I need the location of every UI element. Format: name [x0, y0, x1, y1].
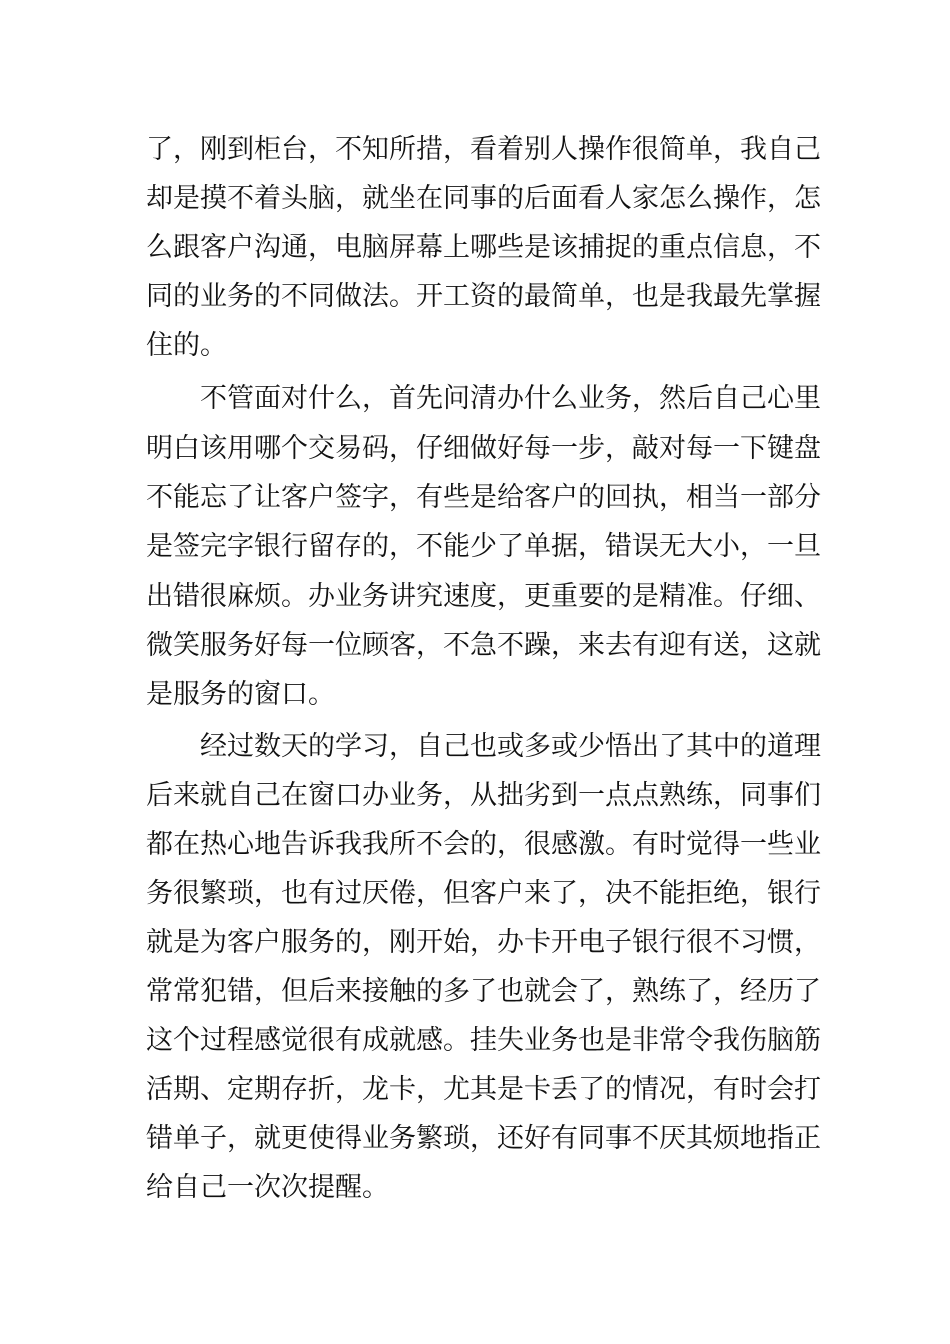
paragraph-2-line-3: 不能忘了让客户签字，有些是给客户的回执，相当一部分 [146, 482, 821, 513]
paragraph-3-line-5: 就是为客户服务的，刚开始，办卡开电子银行很不习惯， [146, 927, 821, 958]
paragraph-3-line-8: 活期、定期存折，龙卡，尤其是卡丢了的情况，有时会打 [146, 1074, 821, 1105]
paragraph-1-line-1: 了，刚到柜台，不知所措，看着别人操作很简单，我自己 [146, 134, 821, 165]
paragraph-3-line-10: 给自己一次次提醒。 [146, 1172, 389, 1203]
paragraph-3-line-4: 务很繁琐，也有过厌倦，但客户来了，决不能拒绝，银行 [146, 878, 821, 909]
paragraph-3-line-6: 常常犯错，但后来接触的多了也就会了，熟练了，经历了 [146, 976, 821, 1007]
paragraph-2-line-6: 微笑服务好每一位顾客，不急不躁，来去有迎有送，这就 [146, 630, 821, 661]
paragraph-3-line-2: 后来就自己在窗口办业务，从拙劣到一点点熟练，同事们 [146, 780, 821, 811]
paragraph-3-line-3: 都在热心地告诉我我所不会的，很感激。有时觉得一些业 [146, 829, 821, 860]
paragraph-2-line-1: 不管面对什么，首先问清办什么业务，然后自己心里 [200, 383, 821, 414]
paragraph-1-line-3: 么跟客户沟通，电脑屏幕上哪些是该捕捉的重点信息，不 [146, 232, 821, 263]
paragraph-2-line-7: 是服务的窗口。 [146, 679, 335, 710]
paragraph-3-line-9: 错单子，就更使得业务繁琐，还好有同事不厌其烦地指正 [146, 1123, 821, 1154]
paragraph-2-line-2: 明白该用哪个交易码，仔细做好每一步，敲对每一下键盘 [146, 433, 821, 464]
paragraph-3-line-1: 经过数天的学习，自己也或多或少悟出了其中的道理 [200, 731, 821, 762]
paragraph-2-line-5: 出错很麻烦。办业务讲究速度，更重要的是精准。仔细、 [146, 581, 821, 612]
paragraph-1-line-2: 却是摸不着头脑，就坐在同事的后面看人家怎么操作，怎 [146, 183, 821, 214]
paragraph-1-line-5: 住的。 [146, 330, 227, 361]
paragraph-1-line-4: 同的业务的不同做法。开工资的最简单，也是我最先掌握 [146, 281, 821, 312]
paragraph-2-line-4: 是签完字银行留存的，不能少了单据，错误无大小，一旦 [146, 531, 821, 562]
paragraph-3-line-7: 这个过程感觉很有成就感。挂失业务也是非常令我伤脑筋 [146, 1025, 821, 1056]
